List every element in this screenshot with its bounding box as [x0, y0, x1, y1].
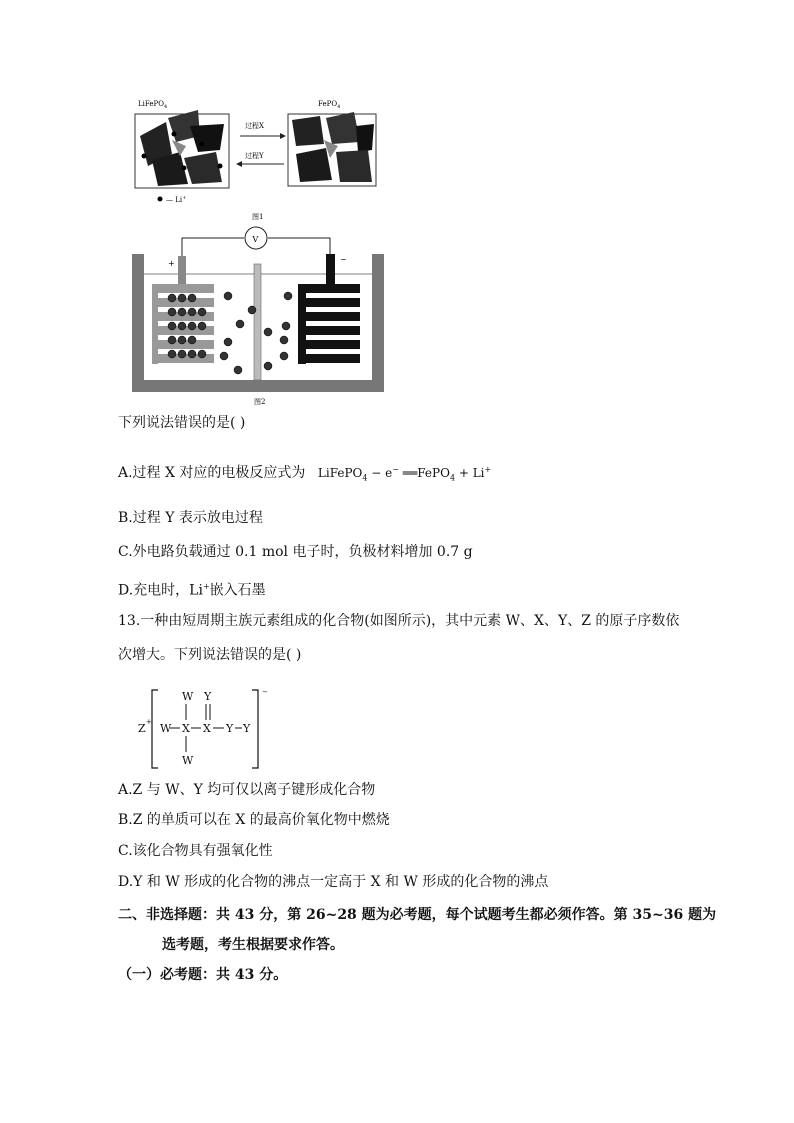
section2-heading-line1: 二、非选择题：共 43 分，第 26~28 题为必考题，每个试题考生都必须作答。第 35~36 题为 [118, 907, 717, 923]
svg-text:−: − [262, 688, 268, 696]
svg-text:+: + [146, 718, 152, 726]
process-x-label: 过程X [245, 122, 264, 130]
svg-text:W: W [182, 690, 194, 703]
svg-text:Y: Y [243, 722, 251, 735]
fig1-caption: 图1 [252, 213, 264, 221]
q13-option-c: C.该化合物具有强氧化性 [118, 843, 273, 859]
compound-structure [138, 684, 298, 774]
fig1-legend: — Li+ [166, 195, 187, 204]
q13-option-b: B.Z 的单质可以在 X 的最高价氧化物中燃烧 [118, 812, 390, 828]
q13-option-d: D.Y 和 W 形成的化合物的沸点一定高于 X 和 W 形成的化合物的沸点 [118, 874, 549, 890]
process-arrows [236, 121, 286, 167]
electrochemical-cell [132, 227, 384, 406]
q12-option-a [118, 461, 491, 487]
process-y-label: 过程Y [245, 152, 264, 160]
fepo4-crystal [288, 112, 376, 186]
svg-text:X: X [182, 722, 190, 735]
q12-option-c: C.外电路负载通过 0.1 mol 电子时，负极材料增加 0.7 g [118, 544, 473, 560]
svg-text:W: W [182, 754, 194, 767]
q13-stem-line1: 13.一种由短周期主族元素组成的化合物(如图所示)，其中元素 W、X、Y、Z 的原子序数依 [118, 613, 680, 629]
svg-text:W: W [160, 722, 172, 735]
svg-text:Y: Y [204, 690, 212, 703]
voltmeter-label: V [252, 235, 259, 244]
fig2-caption: 图2 [254, 398, 266, 406]
svg-text:X: X [203, 722, 211, 735]
q12-option-a-text: A.过程 X 对应的电极反应式为 [118, 465, 306, 481]
q13-stem-line2: 次增大。下列说法错误的是( ) [118, 647, 302, 663]
minus-sign: − [340, 255, 347, 264]
q12-option-a-formula: LiFePO$_4$ − e− ══FePO$_4$ + Li+ [317, 465, 492, 483]
svg-text:Y: Y [226, 722, 234, 735]
q12-option-b: B.过程 Y 表示放电过程 [118, 510, 263, 526]
q12-stem: 下列说法错误的是( ) [118, 415, 246, 431]
section2-subheading: （一）必考题：共 43 分。 [118, 967, 288, 983]
q12-option-d: D.充电时，Li+嵌入石墨 [118, 582, 266, 599]
svg-text:Z: Z [138, 722, 146, 735]
battery-figure [128, 96, 390, 408]
section2-heading-line2: 选考题，考生根据要求作答。 [162, 937, 344, 953]
fig1-left-label: LiFePO$_4$ [138, 100, 168, 110]
plus-sign: + [168, 259, 175, 268]
lifepo4-crystal [135, 110, 229, 188]
fig1-right-label: FePO$_4$ [318, 100, 341, 110]
q13-option-a: A.Z 与 W、Y 均可仅以离子键形成化合物 [118, 782, 376, 798]
